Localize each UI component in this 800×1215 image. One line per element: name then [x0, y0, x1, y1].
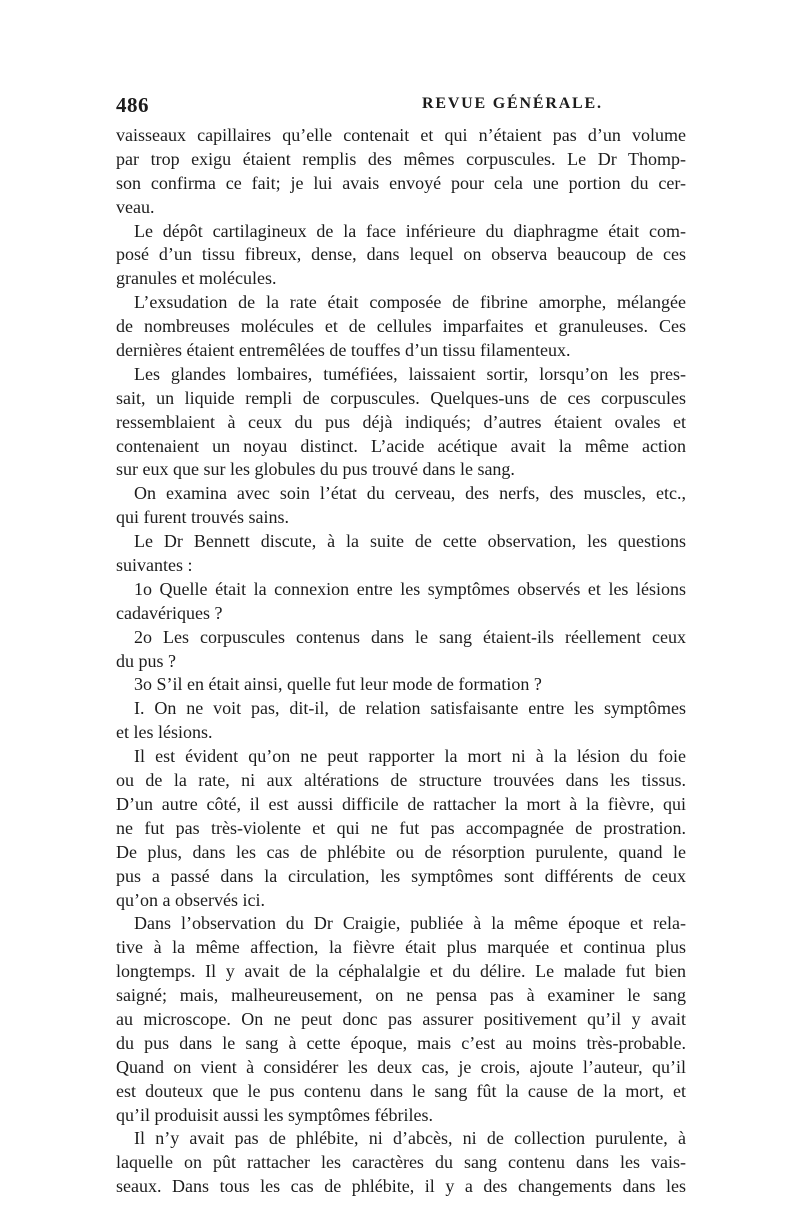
- text-line: de nombreuses molécules et de cellules imparfaites et granuleuses. Ces: [116, 316, 686, 337]
- text-line: sait, un liquide rempli de corpuscules. Quelques-uns de ces corpuscules: [116, 387, 686, 408]
- text-line: qu’il produisit aussi les symptômes fébriles.: [116, 1104, 433, 1125]
- text-line: On examina avec soin l’état du cerveau, des nerfs, des muscles, etc.,: [134, 483, 686, 504]
- text-line: Le dépôt cartilagineux de la face inférieure du diaphragme était com-: [134, 220, 686, 241]
- text-line: 2o Les corpuscules contenus dans le sang étaient-ils réellement ceux: [134, 626, 686, 647]
- text-line: est douteux que le pus contenu dans le sang fût la cause de la mort, et: [116, 1080, 686, 1101]
- text-line: du pus ?: [116, 650, 176, 671]
- text-line: ressemblaient à ceux du pus déjà indiqués; d’autres étaient ovales et: [116, 411, 686, 432]
- text-line: contenaient un noyau distinct. L’acide acétique avait la même action: [116, 435, 686, 456]
- text-line: posé d’un tissu fibreux, dense, dans lequel on observa beaucoup de ces: [116, 244, 686, 265]
- body-text: [116, 124, 686, 1199]
- text-line: et les lésions.: [116, 722, 213, 743]
- text-line: longtemps. Il y avait de la céphalalgie et du délire. Le malade fut bien: [116, 961, 686, 982]
- running-head: REVUE GÉNÉRALE.: [422, 95, 603, 112]
- text-line: saigné; mais, malheureusement, on ne pensa pas à examiner le sang: [116, 985, 686, 1006]
- text-line: granules et molécules.: [116, 268, 277, 289]
- text-line: cadavériques ?: [116, 602, 223, 623]
- text-line: par trop exigu étaient remplis des mêmes corpuscules. Le Dr Thomp-: [116, 148, 686, 169]
- text-line: Quand on vient à considérer les deux cas, je crois, ajoute l’auteur, qu’il: [116, 1056, 686, 1077]
- text-line: Il n’y avait pas de phlébite, ni d’abcès, ni de collection purulente, à: [134, 1128, 686, 1149]
- text-line: laquelle on pût rattacher les caractères du sang contenu dans les vais-: [116, 1152, 686, 1173]
- text-line: pus a passé dans la circulation, les symptômes sont différents de ceux: [116, 865, 686, 886]
- text-line: seaux. Dans tous les cas de phlébite, il y a des changements dans les: [116, 1176, 686, 1197]
- text-line: veau.: [116, 196, 155, 217]
- text-line: au microscope. On ne peut donc pas assurer positivement qu’il y avait: [116, 1008, 686, 1029]
- text-line: 1o Quelle était la connexion entre les symptômes observés et les lésions: [134, 578, 686, 599]
- page-number: 486: [116, 93, 149, 117]
- text-line: Dans l’observation du Dr Craigie, publiée à la même époque et rela-: [134, 913, 686, 934]
- text-line: De plus, dans les cas de phlébite ou de résorption purulente, quand le: [116, 841, 686, 862]
- text-line: du pus dans le sang à cette époque, mais c’est au moins très-probable.: [116, 1032, 686, 1053]
- text-line: suivantes :: [116, 555, 193, 576]
- text-line: I. On ne voit pas, dit-il, de relation satisfaisante entre les symptômes: [134, 698, 686, 719]
- text-line: L’exsudation de la rate était composée de fibrine amorphe, mélangée: [134, 292, 686, 313]
- text-line: Les glandes lombaires, tuméfiées, laissaient sortir, lorsqu’on les pres-: [134, 363, 686, 384]
- page-header: [116, 93, 686, 119]
- text-line: vaisseaux capillaires qu’elle contenait et qui n’étaient pas d’un volume: [116, 125, 686, 145]
- text-line: qu’on a observés ici.: [116, 889, 265, 910]
- text-line: ne fut pas très-violente et qui ne fut pas accompagnée de prostration.: [116, 817, 686, 838]
- text-line: 3o S’il en était ainsi, quelle fut leur mode de formation ?: [134, 674, 542, 695]
- text-line: sur eux que sur les globules du pus trouvé dans le sang.: [116, 459, 515, 480]
- text-line: D’un autre côté, il est aussi difficile de rattacher la mort à la fièvre, qui: [116, 793, 686, 814]
- text-line: qui furent trouvés sains.: [116, 507, 289, 528]
- text-line: tive à la même affection, la fièvre était plus marquée et continua plus: [116, 937, 686, 958]
- text-line: Il est évident qu’on ne peut rapporter la mort ni à la lésion du foie: [134, 746, 686, 767]
- text-line: Le Dr Bennett discute, à la suite de cette observation, les questions: [134, 531, 686, 552]
- text-line: son confirma ce fait; je lui avais envoyé pour cela une portion du cer-: [116, 172, 686, 193]
- text-line: ou de la rate, ni aux altérations de structure trouvées dans les tissus.: [116, 770, 686, 791]
- text-line: dernières étaient entremêlées de touffes d’un tissu filamenteux.: [116, 340, 571, 361]
